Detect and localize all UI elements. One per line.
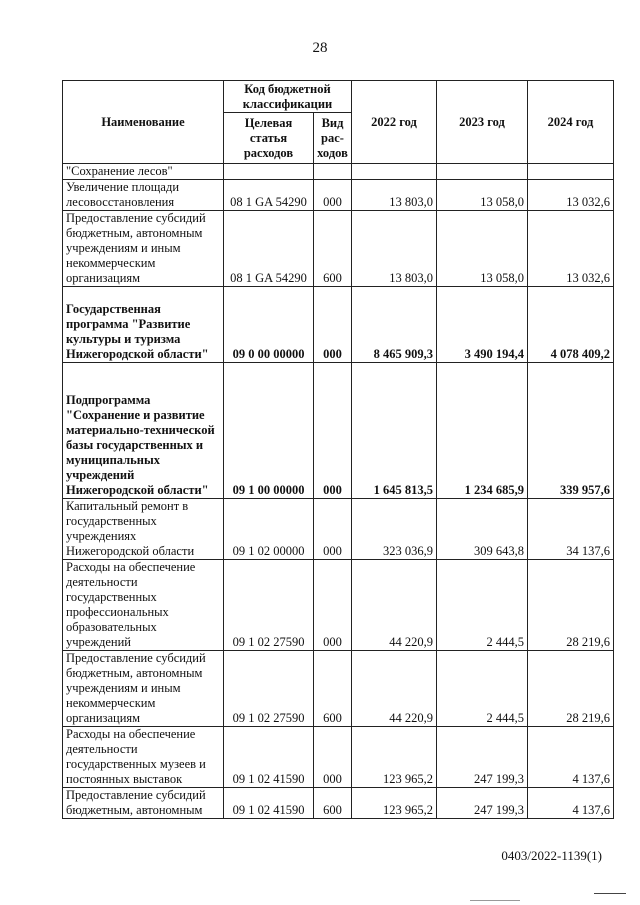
row-target-article-cell xyxy=(224,164,314,180)
row-target-article-cell: 09 1 02 27590 xyxy=(224,560,314,651)
table-row xyxy=(63,727,614,788)
header-code-group: Код бюджетной классификации xyxy=(224,81,352,113)
row-name-cell: Увеличение площади лесовосстановления xyxy=(63,180,224,211)
row-expense-type-cell: 000 xyxy=(314,499,352,560)
row-2024-cell: 13 032,6 xyxy=(528,180,614,211)
row-target-article-cell: 09 1 00 00000 xyxy=(224,363,314,499)
table-row xyxy=(63,363,614,499)
row-expense-type-cell: 600 xyxy=(314,788,352,819)
table-row xyxy=(63,788,614,819)
row-expense-type-cell: 000 xyxy=(314,363,352,499)
header-name: Наименование xyxy=(63,81,224,164)
row-2023-cell: 247 199,3 xyxy=(437,727,528,788)
row-name-cell: Государственная программа "Развитие культуры и туризма Нижегородской области" xyxy=(63,287,224,363)
row-name-cell: Расходы на обеспечение деятельности государственных музеев и постоянных выставок xyxy=(63,727,224,788)
table-row xyxy=(63,651,614,727)
page-number: 28 xyxy=(312,40,328,56)
table-row xyxy=(63,164,614,180)
table-header xyxy=(63,81,614,164)
row-name-cell: Предоставление субсидий бюджетным, автономным учреждениям и иным некоммерческим организациям xyxy=(63,211,224,287)
row-expense-type-cell: 600 xyxy=(314,651,352,727)
row-expense-type-cell: 600 xyxy=(314,211,352,287)
row-2022-cell: 13 803,0 xyxy=(352,211,437,287)
row-2023-cell: 309 643,8 xyxy=(437,499,528,560)
row-2024-cell: 34 137,6 xyxy=(528,499,614,560)
header-target-article: Целевая статья расходов xyxy=(224,113,314,164)
row-2022-cell: 13 803,0 xyxy=(352,180,437,211)
margin-mark xyxy=(594,893,626,894)
row-2023-cell: 13 058,0 xyxy=(437,180,528,211)
row-2024-cell: 28 219,6 xyxy=(528,560,614,651)
row-expense-type-cell: 000 xyxy=(314,180,352,211)
row-2023-cell xyxy=(437,164,528,180)
row-2022-cell: 323 036,9 xyxy=(352,499,437,560)
row-2022-cell xyxy=(352,164,437,180)
row-target-article-cell: 09 0 00 00000 xyxy=(224,287,314,363)
row-name-cell: Капитальный ремонт в государственных учреждениях Нижегородской области xyxy=(63,499,224,560)
row-target-article-cell: 09 1 02 41590 xyxy=(224,727,314,788)
table-row xyxy=(63,180,614,211)
row-2022-cell: 123 965,2 xyxy=(352,727,437,788)
header-2024: 2024 год xyxy=(528,81,614,164)
table-row xyxy=(63,499,614,560)
row-expense-type-cell xyxy=(314,164,352,180)
header-2023: 2023 год xyxy=(437,81,528,164)
row-name-cell: Подпрограмма "Сохранение и развитие материально-технической базы государственных и муниципальных учреждений Нижегородской области" xyxy=(63,363,224,499)
row-2024-cell: 4 137,6 xyxy=(528,788,614,819)
row-target-article-cell: 08 1 GA 54290 xyxy=(224,180,314,211)
row-2024-cell: 13 032,6 xyxy=(528,211,614,287)
header-2022: 2022 год xyxy=(352,81,437,164)
table-row xyxy=(63,287,614,363)
row-2022-cell: 44 220,9 xyxy=(352,560,437,651)
row-2023-cell: 3 490 194,4 xyxy=(437,287,528,363)
row-name-cell: Расходы на обеспечение деятельности государственных профессиональных образовательных учреждений xyxy=(63,560,224,651)
row-2023-cell: 13 058,0 xyxy=(437,211,528,287)
row-2024-cell: 4 078 409,2 xyxy=(528,287,614,363)
row-2023-cell: 247 199,3 xyxy=(437,788,528,819)
row-2023-cell: 2 444,5 xyxy=(437,651,528,727)
row-name-cell: "Сохранение лесов" xyxy=(63,164,224,180)
row-name-cell: Предоставление субсидий бюджетным, автономным xyxy=(63,788,224,819)
row-target-article-cell: 09 1 02 00000 xyxy=(224,499,314,560)
margin-mark xyxy=(470,900,520,901)
row-2022-cell: 123 965,2 xyxy=(352,788,437,819)
row-expense-type-cell: 000 xyxy=(314,560,352,651)
row-2022-cell: 44 220,9 xyxy=(352,651,437,727)
row-target-article-cell: 09 1 02 27590 xyxy=(224,651,314,727)
row-target-article-cell: 09 1 02 41590 xyxy=(224,788,314,819)
document-code: 0403/2022-1139(1) xyxy=(501,848,602,863)
row-target-article-cell: 08 1 GA 54290 xyxy=(224,211,314,287)
row-2023-cell: 1 234 685,9 xyxy=(437,363,528,499)
table-body xyxy=(63,164,614,819)
row-2024-cell: 339 957,6 xyxy=(528,363,614,499)
row-2023-cell: 2 444,5 xyxy=(437,560,528,651)
row-2024-cell: 4 137,6 xyxy=(528,727,614,788)
table-row xyxy=(63,560,614,651)
row-2024-cell xyxy=(528,164,614,180)
row-name-cell: Предоставление субсидий бюджетным, автономным учреждениям и иным некоммерческим организациям xyxy=(63,651,224,727)
budget-table xyxy=(62,80,614,819)
row-2022-cell: 8 465 909,3 xyxy=(352,287,437,363)
row-expense-type-cell: 000 xyxy=(314,727,352,788)
header-expense-type: Вид рас-ходов xyxy=(314,113,352,164)
row-expense-type-cell: 000 xyxy=(314,287,352,363)
row-2022-cell: 1 645 813,5 xyxy=(352,363,437,499)
row-2024-cell: 28 219,6 xyxy=(528,651,614,727)
table-row xyxy=(63,211,614,287)
